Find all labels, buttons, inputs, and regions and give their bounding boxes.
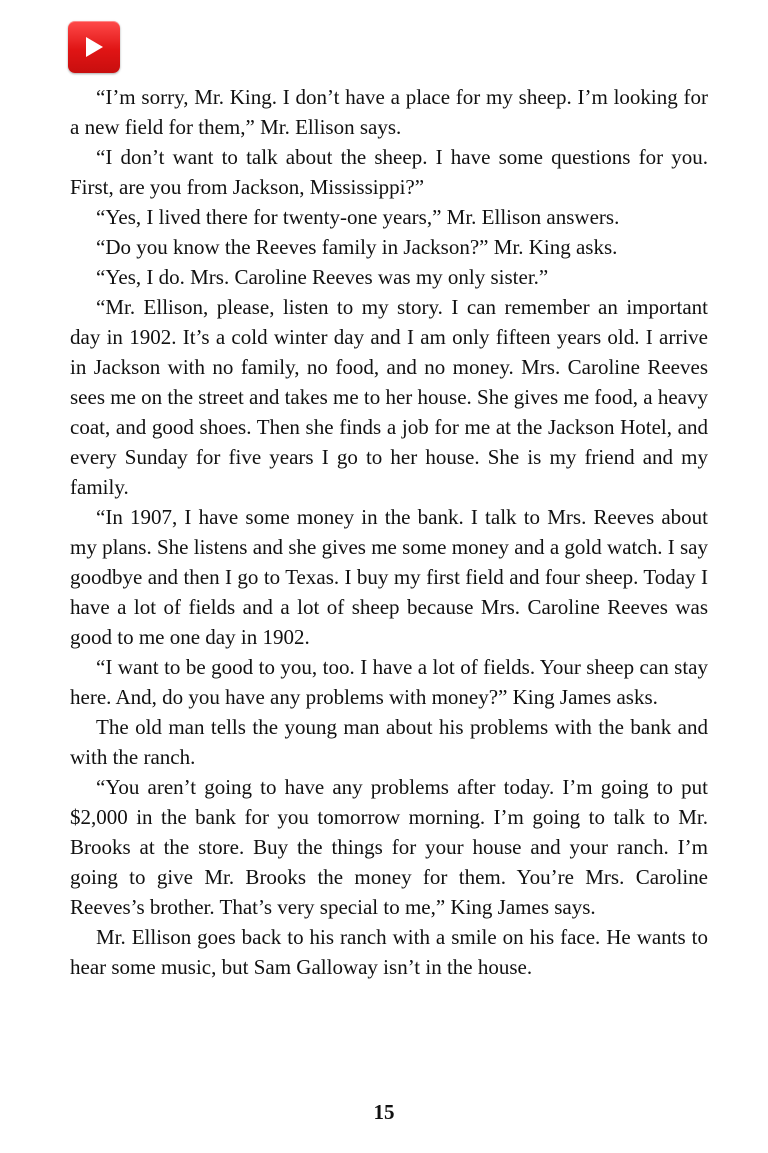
paragraph: “I’m sorry, Mr. King. I don’t have a place for my sheep. I’m looking for a new field for them,” Mr. Ellison says.: [70, 85, 708, 139]
play-icon: [83, 35, 105, 59]
story-text: [70, 82, 708, 982]
paragraph: Mr. Ellison goes back to his ranch with a smile on his face. He wants to hear some music, but Sam Galloway isn’t in the house.: [70, 925, 708, 979]
audio-play-button[interactable]: [68, 21, 120, 73]
paragraph: “In 1907, I have some money in the bank. I talk to Mrs. Reeves about my plans. She listens and she gives me some money and a gold watch. I say goodbye and then I go to Texas. I buy my first field and four sheep. Today I have a lot of fields and a lot of sheep because Mrs. Caroline Reeves was good to me one day in 1902.: [70, 505, 708, 649]
paragraph: The old man tells the young man about his problems with the bank and with the ranch.: [70, 715, 708, 769]
paragraph: “I want to be good to you, too. I have a lot of fields. Your sheep can stay here. And, do you have any problems with money?” King James asks.: [70, 655, 708, 709]
paragraph: “You aren’t going to have any problems after today. I’m going to put $2,000 in the bank for you tomorrow morning. I’m going to talk to Mr. Brooks at the store. Buy the things for your house and your ranch. I’m going to give Mr. Brooks the money for them. You’re Mrs. Caroline Reeves’s brother. That’s very special to me,” King James says.: [70, 775, 708, 919]
page-number: 15: [373, 1100, 395, 1124]
paragraph: “Do you know the Reeves family in Jackson?” Mr. King asks.: [96, 235, 618, 259]
paragraph: “Yes, I lived there for twenty-one years,” Mr. Ellison answers.: [96, 205, 620, 229]
paragraph: “Yes, I do. Mrs. Caroline Reeves was my only sister.”: [96, 265, 549, 289]
paragraph: “I don’t want to talk about the sheep. I have some questions for you. First, are you from Jackson, Mississippi?”: [70, 145, 708, 199]
paragraph: “Mr. Ellison, please, listen to my story. I can remember an important day in 1902. It’s a cold winter day and I am only fifteen years old. I arrive in Jackson with no family, no food, and no money. Mrs. Caroline Reeves sees me on the street and takes me to her house. She gives me food, a heavy coat, and good shoes. Then she finds a job for me at the Jackson Hotel, and every Sunday for five years I go to her house. She is my friend and my family.: [70, 295, 708, 499]
